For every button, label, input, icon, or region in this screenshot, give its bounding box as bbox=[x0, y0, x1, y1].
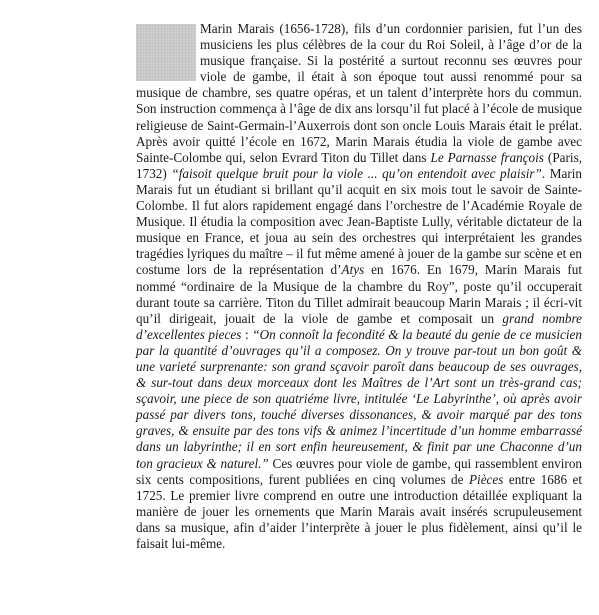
text-segment-2: (Paris, 1732) bbox=[136, 149, 582, 181]
text-segment-7: entre 1686 et 1725. Le premier livre comprend en outre une introduction détaillée expliquant la manière de jouer les ornements que Marin Marais avait insérés scrupuleusement dans sa musique, afin d’aider l’interprète à jouer le plus fidèlement, ainsi qu’il le faisait lui-même. bbox=[136, 471, 583, 551]
biography-paragraph bbox=[136, 21, 582, 552]
text-segment-3: . Marin Marais fut un étudiant si brillant qu’il acquit en six mois tout le savoir de Sainte-Colombe. Il fut alors rapidement engagé dans l’orchestre de l’Académie Royale de Musique. Il étudia la composition avec Jean-Baptiste Lully, véritable dictateur de la musique en France, et joua au sein des orchestres qui interprétaient les grandes tragédies lyriques du maître – il fut même amené à jouer de la gambe sur scène et en costume lors de la représentation d’ bbox=[136, 165, 582, 278]
quote-titon-du-tillet: “On connoît la fecondité & la beauté du genie de ce musicien par la quantité d’ouvrages qu’il a composez. On y trouve par-tout un bon goût & une varieté surprenante: son grand sçavoir paroît dans beaucoup de ses ouvrages, & sur-tout dans deux morceaux dont les Maîtres de l’Art sont un très-grand cas; sçavoir, une piece de son quatriéme livre, intitulée ‘Le Labyrinthe’, où après avoir passé par divers tons, touché diverses dissonances, & avoir marqué par des tons graves, & ensuite par des tons vifs & animez l’incertitude d’un homme embarrassé dans un labyrinthe; il en sort enfin heureusement, & finit par une Chaconne d’un ton gracieux & naturel.” bbox=[136, 326, 583, 471]
text-segment-4: en 1676. En 1679, Marin Marais fut nommé “ordinaire de la Musique de la chambre du Roy”, poste qu’il occuperait durant toute sa carrière. Titon du Tillet admirait beaucoup Marin Marais ; il écri-vit qu’il dirigeait, jouait de la viole de gambe et composait un bbox=[136, 262, 583, 326]
opera-title-atys: Atys bbox=[341, 262, 365, 278]
biography-text bbox=[136, 21, 582, 552]
book-title-parnasse: Le Parnasse françois bbox=[430, 149, 544, 165]
text-segment-6: Ces œuvres pour viole de gambe, qui rassemblent environ six cents compositions, furent publiées en cinq volumes de bbox=[136, 455, 583, 487]
text-segment-5: : bbox=[241, 326, 253, 342]
quote-sainte-colombe: “faisoit quelque bruit pour la viole ... qu’on entendoit avec plaisir” bbox=[171, 165, 542, 181]
quote-excellentes-pieces: grand nombre d’excellentes pieces bbox=[136, 310, 582, 342]
drop-cap-spacer bbox=[136, 21, 200, 85]
text-segment-1: Marin Marais (1656-1728), fils d’un cordonnier parisien, fut l’un des musiciens les plus célèbres de la cour du Roi Soleil, à l’âge d’or de la musique française. Si la postérité a surtout reconnu ses œuvres pour viole de gambe, il était à son époque tout aussi renommé pour sa musique de chambre, ses quatre opéras, et un talent d’interprète hors du commun. Son instruction commença à l’âge de dix ans lorsqu’il fut placé à l’école de musique religieuse de Saint-Germain-l’Auxerrois dont son oncle Louis Marais était le prélat. Après avoir quitté l’école en 1672, Marin Marais étudia la viole de gambe avec Sainte-Colombe qui, selon Evrard Titon du Tillet dans bbox=[136, 21, 582, 165]
work-title-pieces: Pièces bbox=[468, 471, 504, 487]
